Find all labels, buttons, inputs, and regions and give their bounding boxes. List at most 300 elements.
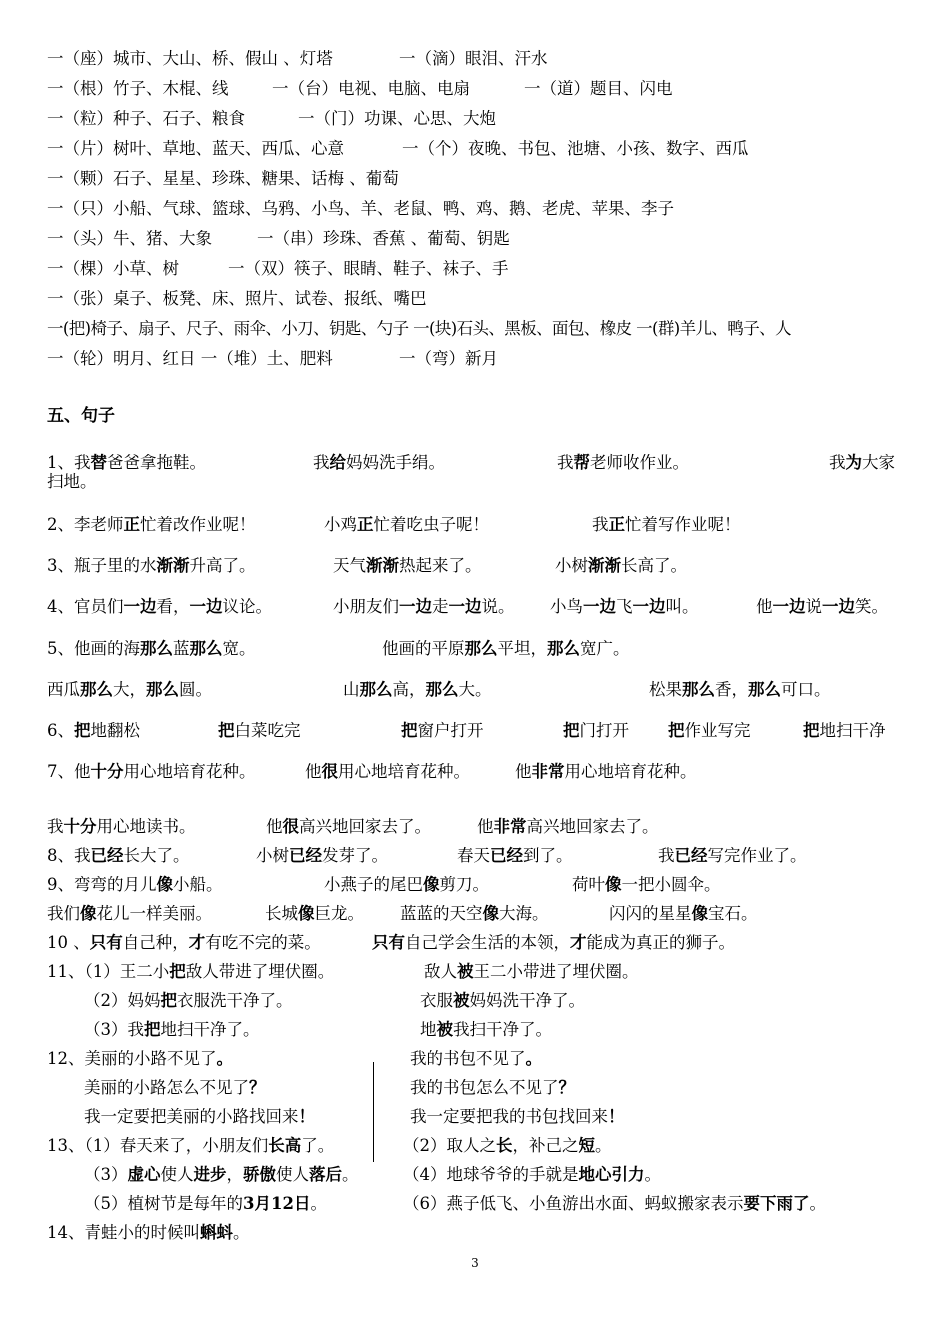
- text-run: 一(把)椅子、扇子、尺子、雨伞、小刀、钥匙、勺子 一(块)石头、黑板、面包、橡皮 一(群)羊儿、鸭子、人: [47, 319, 791, 338]
- text-segment: [228, 258, 509, 280]
- text-run: 闪闪的星星: [609, 904, 692, 923]
- text-run: （2）妈妈: [84, 991, 161, 1010]
- text-run: 老师收作业。: [590, 453, 689, 472]
- text-run: 宽。: [222, 639, 256, 658]
- text-run: 我: [658, 846, 675, 865]
- text-run: 6、: [47, 721, 74, 740]
- text-segment: [382, 638, 630, 660]
- emphasized-word: 蝌蚪: [200, 1223, 233, 1242]
- text-segment: [266, 816, 431, 838]
- text-run: 圆。: [179, 680, 212, 699]
- text-segment: [410, 1106, 625, 1128]
- text-segment: [333, 596, 515, 618]
- text-run: 高，: [392, 680, 426, 699]
- text-segment: [333, 555, 482, 577]
- text-segment: [401, 720, 484, 742]
- text-run: 叫。: [665, 597, 699, 616]
- text-run: 。: [644, 1165, 661, 1184]
- text-run: 一（门）功课、心思、大炮: [298, 109, 496, 128]
- emphasized-word: 帮: [573, 453, 590, 472]
- emphasized-word: 把: [74, 721, 91, 740]
- text-run: 走: [432, 597, 449, 616]
- emphasized-word: 像: [80, 904, 97, 923]
- emphasized-word: 那么: [189, 639, 223, 658]
- text-run: 门打开: [579, 721, 629, 740]
- text-segment: [47, 555, 256, 577]
- text-run: 说。: [481, 597, 515, 616]
- text-segment: [84, 1164, 359, 1186]
- emphasized-word: 才: [188, 933, 206, 952]
- text-run: 我: [313, 453, 330, 472]
- text-run: 14、青蛙小的时候叫: [47, 1223, 200, 1242]
- emphasized-word: 落后: [309, 1165, 342, 1184]
- text-run: 他: [515, 762, 532, 781]
- emphasized-word: 像: [298, 904, 315, 923]
- text-segment: [324, 874, 489, 896]
- text-run: 他: [477, 817, 494, 836]
- emphasized-word: 那么: [140, 639, 173, 658]
- text-run: 窗户打开: [417, 721, 484, 740]
- emphasized-word: 那么: [464, 639, 498, 658]
- emphasized-word: 把: [144, 1020, 161, 1039]
- text-run: 使人: [160, 1165, 194, 1184]
- text-run: ，补己之: [512, 1136, 579, 1155]
- text-run: 写完作业了。: [707, 846, 807, 865]
- text-segment: [47, 761, 256, 783]
- text-segment: [47, 288, 427, 310]
- text-run: 一（个）夜晚、书包、池塘、小孩、数字、西瓜: [402, 139, 749, 158]
- text-run: 我的书包怎么不见了: [410, 1078, 559, 1097]
- emphasized-word: 正: [123, 515, 140, 534]
- emphasized-word: 把: [563, 721, 580, 740]
- text-run: 大，: [113, 680, 146, 699]
- text-segment: [803, 720, 886, 742]
- text-segment: [424, 961, 639, 983]
- text-run: 一（头）牛、猪、大象: [47, 229, 212, 248]
- emphasized-word: 一边: [583, 597, 616, 616]
- text-run: 一（根）竹子、木棍、线: [47, 79, 229, 98]
- emphasized-word: 像: [482, 904, 499, 923]
- text-run: 用心地培育花种。: [564, 762, 697, 781]
- text-segment: [265, 903, 364, 925]
- emphasized-word: 被: [457, 962, 474, 981]
- text-run: 白菜吃完: [234, 721, 301, 740]
- emphasized-word: 一边: [399, 597, 432, 616]
- emphasized-word: 十分: [90, 762, 124, 781]
- text-run: 宽广。: [580, 639, 630, 658]
- text-segment: [563, 720, 629, 742]
- text-run: 我一定要把我的书包找回来: [410, 1107, 608, 1126]
- text-segment: [47, 679, 212, 701]
- text-run: 爸爸拿拖鞋。: [107, 453, 206, 472]
- text-segment: [420, 1019, 552, 1041]
- text-run: 我: [557, 453, 574, 472]
- text-run: 用心地培育花种。: [338, 762, 470, 781]
- text-segment: [257, 228, 510, 250]
- text-segment: [47, 78, 229, 100]
- emphasized-word: 正: [608, 515, 625, 534]
- emphasized-word: 很: [282, 817, 299, 836]
- text-run: 我们: [47, 904, 80, 923]
- text-run: 。: [342, 1165, 359, 1184]
- text-segment: [272, 78, 470, 100]
- text-segment: [515, 761, 697, 783]
- text-segment: [84, 990, 293, 1012]
- emphasized-word: 才: [570, 933, 587, 952]
- text-run: 9、弯弯的月儿: [47, 875, 157, 894]
- emphasized-word: 短: [578, 1136, 595, 1155]
- text-run: 小树: [555, 556, 588, 575]
- text-segment: [420, 990, 585, 1012]
- emphasized-word: 要下雨了: [743, 1194, 810, 1213]
- text-run: 他: [756, 597, 773, 616]
- text-run: 一（道）题目、闪电: [524, 79, 673, 98]
- text-run: 一（只）小船、气球、篮球、乌鸦、小鸟、羊、老鼠、鸭、鸡、鹅、老虎、苹果、李子: [47, 199, 674, 218]
- text-segment: [47, 198, 674, 220]
- emphasized-word: 那么: [359, 680, 393, 699]
- text-segment: [47, 1048, 233, 1070]
- text-segment: [47, 168, 399, 190]
- text-run: 小朋友们: [333, 597, 399, 616]
- text-run: 一（台）电视、电脑、电扇: [272, 79, 470, 98]
- text-run: 热起来了。: [399, 556, 482, 575]
- text-segment: [84, 1193, 327, 1215]
- text-segment: [343, 679, 492, 701]
- emphasized-word: 非常: [493, 817, 527, 836]
- emphasized-word: 那么: [748, 680, 781, 699]
- text-run: 衣服洗干净了。: [177, 991, 293, 1010]
- text-run: 有吃不完的菜。: [205, 933, 321, 952]
- text-segment: [403, 1135, 612, 1157]
- text-segment: [649, 679, 831, 701]
- emphasized-word: 3月12日: [243, 1194, 311, 1213]
- emphasized-word: ？: [249, 1078, 266, 1097]
- text-run: 长高了。: [621, 556, 687, 575]
- text-run: 我: [47, 817, 64, 836]
- text-run: 松果: [649, 680, 682, 699]
- text-segment: [47, 903, 212, 925]
- text-run: 我: [592, 515, 609, 534]
- text-run: 自己种，: [122, 933, 189, 952]
- text-run: 小船。: [173, 875, 223, 894]
- text-segment: [47, 318, 791, 340]
- text-run: 他: [266, 817, 283, 836]
- text-segment: [550, 596, 699, 618]
- emphasized-word: 渐渐: [366, 556, 399, 575]
- text-run: 4、官员们: [47, 597, 124, 616]
- emphasized-word: 。: [216, 1049, 233, 1068]
- text-run: 一（棵）小草、树: [47, 259, 179, 278]
- text-run: 8、我: [47, 846, 91, 865]
- text-segment: [668, 720, 751, 742]
- text-segment: [557, 452, 689, 474]
- emphasized-word: 为: [845, 453, 862, 472]
- text-segment: [47, 258, 179, 280]
- text-run: 一（轮）明月、红日 一（堆）土、肥料: [47, 349, 333, 368]
- text-run: 1、我: [47, 453, 91, 472]
- text-segment: [47, 638, 256, 660]
- emphasized-word: 地心引力: [578, 1165, 645, 1184]
- emphasized-word: 那么: [80, 680, 113, 699]
- text-run: 妈妈洗手绢。: [346, 453, 445, 472]
- text-run: 他画的平原: [382, 639, 465, 658]
- text-run: 剪刀。: [439, 875, 489, 894]
- text-run: （6）燕子低飞、小鱼游出水面、蚂蚁搬家表示: [403, 1194, 744, 1213]
- section-title: 五、句子: [47, 406, 115, 426]
- text-run: 忙着吃虫子呢！: [373, 515, 489, 534]
- text-run: 蓝蓝的天空: [400, 904, 483, 923]
- text-run: 巨龙。: [314, 904, 364, 923]
- text-run: 蓝: [173, 639, 190, 658]
- text-run: 地: [420, 1020, 437, 1039]
- text-run: 可口。: [781, 680, 831, 699]
- text-segment: [84, 1019, 260, 1041]
- text-run: 地翻松: [90, 721, 140, 740]
- text-segment: [47, 961, 334, 983]
- text-run: （5）植树节是每年的: [84, 1194, 243, 1213]
- text-segment: [658, 845, 807, 867]
- text-run: 看，: [156, 597, 190, 616]
- text-run: 我一定要把美丽的小路找回来: [84, 1107, 299, 1126]
- text-run: 飞: [616, 597, 633, 616]
- text-run: （2）取人之: [403, 1136, 496, 1155]
- text-run: 我: [829, 453, 846, 472]
- emphasized-word: 长: [496, 1136, 513, 1155]
- text-segment: [47, 348, 333, 370]
- text-run: 。: [809, 1194, 826, 1213]
- emphasized-word: 那么: [425, 680, 459, 699]
- text-run: 一（粒）种子、石子、粮食: [47, 109, 245, 128]
- text-run: 发芽了。: [322, 846, 388, 865]
- text-run: 一（弯）新月: [399, 349, 498, 368]
- text-run: 10 、: [47, 933, 90, 952]
- text-segment: [829, 452, 895, 474]
- text-run: 美丽的小路怎么不见了: [84, 1078, 249, 1097]
- text-run: 一（座）城市、大山、桥、假山 、灯塔: [47, 49, 333, 68]
- emphasized-word: 十分: [63, 817, 97, 836]
- emphasized-word: ！: [298, 1107, 315, 1126]
- text-run: 敌人带进了埋伏圈。: [185, 962, 335, 981]
- text-segment: [47, 48, 333, 70]
- emphasized-word: 像: [423, 875, 440, 894]
- emphasized-word: 一边: [772, 597, 806, 616]
- text-segment: [47, 596, 272, 618]
- text-run: （3）: [84, 1165, 128, 1184]
- text-segment: [47, 932, 321, 954]
- text-segment: [592, 514, 741, 536]
- column-divider: [373, 1062, 374, 1162]
- text-run: 天气: [333, 556, 366, 575]
- text-run: 笑。: [855, 597, 888, 616]
- text-segment: [572, 874, 721, 896]
- text-run: 我的书包不见了: [410, 1049, 526, 1068]
- text-run: 了。: [301, 1136, 335, 1155]
- text-run: 。: [310, 1194, 327, 1213]
- text-run: 5、他画的海: [47, 639, 140, 658]
- emphasized-word: 把: [803, 721, 820, 740]
- emphasized-word: 一边: [822, 597, 855, 616]
- text-segment: [47, 514, 256, 536]
- text-segment: [47, 138, 344, 160]
- text-run: （4）地球爷爷的手就是: [403, 1165, 579, 1184]
- text-run: 使人: [276, 1165, 309, 1184]
- emphasized-word: 把: [668, 721, 685, 740]
- emphasized-word: 一边: [448, 597, 482, 616]
- text-segment: [218, 720, 301, 742]
- emphasized-word: 已经: [490, 846, 523, 865]
- text-segment: [399, 348, 498, 370]
- text-run: 荷叶: [572, 875, 605, 894]
- emphasized-word: 一边: [189, 597, 223, 616]
- text-segment: [47, 1135, 334, 1157]
- text-run: 大。: [458, 680, 492, 699]
- emphasized-word: 被: [436, 1020, 453, 1039]
- emphasized-word: 一边: [632, 597, 666, 616]
- emphasized-word: 像: [691, 904, 708, 923]
- text-segment: [609, 903, 758, 925]
- text-run: 高兴地回家去了。: [526, 817, 659, 836]
- text-run: 小树: [256, 846, 289, 865]
- text-segment: [47, 228, 212, 250]
- text-run: 7、他: [47, 762, 91, 781]
- text-run: 忙着写作业呢！: [625, 515, 741, 534]
- text-segment: [324, 514, 489, 536]
- text-run: 他: [305, 762, 322, 781]
- text-run: 一（双）筷子、眼睛、鞋子、袜子、手: [228, 259, 509, 278]
- emphasized-word: 那么: [146, 680, 179, 699]
- text-run: 衣服: [420, 991, 453, 1010]
- text-segment: [400, 903, 549, 925]
- text-run: 议论。: [222, 597, 272, 616]
- emphasized-word: 很: [321, 762, 338, 781]
- text-run: 一（张）桌子、板凳、床、照片、试卷、报纸、嘴巴: [47, 289, 427, 308]
- text-run: 地扫干净: [819, 721, 886, 740]
- text-run: 2、李老师: [47, 515, 124, 534]
- text-run: 山: [343, 680, 360, 699]
- text-run: 宝石。: [708, 904, 758, 923]
- emphasized-word: 已经: [674, 846, 708, 865]
- text-run: 小鸟: [550, 597, 583, 616]
- text-segment: [756, 596, 888, 618]
- text-run: 一（串）珍珠、香蕉 、葡萄、钥匙: [257, 229, 510, 248]
- text-run: 高兴地回家去了。: [299, 817, 431, 836]
- text-run: 。: [595, 1136, 612, 1155]
- text-run: 一（颗）石子、星星、珍珠、糖果、话梅 、葡萄: [47, 169, 399, 188]
- text-segment: [477, 816, 659, 838]
- text-run: 小鸡: [324, 515, 357, 534]
- text-segment: [410, 1048, 542, 1070]
- text-run: 13、（1）春天来了，小朋友们: [47, 1136, 269, 1155]
- emphasized-word: 一边: [123, 597, 157, 616]
- text-run: 地扫干净了。: [160, 1020, 260, 1039]
- text-run: 大海。: [499, 904, 549, 923]
- text-run: 春天: [457, 846, 490, 865]
- text-run: 用心地读书。: [96, 817, 196, 836]
- text-segment: [84, 1077, 266, 1099]
- text-segment: [298, 108, 496, 130]
- emphasized-word: 长高: [268, 1136, 302, 1155]
- text-run: 小燕子的尾巴: [324, 875, 423, 894]
- emphasized-word: 替: [90, 453, 107, 472]
- emphasized-word: 虚心: [127, 1165, 161, 1184]
- text-run: 11、（1）王二小: [47, 962, 170, 981]
- text-segment: [47, 816, 196, 838]
- text-run: 一（滴）眼泪、汗水: [399, 49, 548, 68]
- emphasized-word: 像: [605, 875, 622, 894]
- text-run: 忙着改作业呢！: [140, 515, 256, 534]
- text-segment: [372, 932, 735, 954]
- text-run: 到了。: [523, 846, 573, 865]
- text-run: 妈妈洗干净了。: [469, 991, 585, 1010]
- emphasized-word: 渐渐: [156, 556, 190, 575]
- text-run: 一把小圆伞。: [621, 875, 721, 894]
- emphasized-word: 像: [156, 875, 173, 894]
- emphasized-word: 那么: [682, 680, 715, 699]
- text-segment: [457, 845, 573, 867]
- text-run: 能成为真正的狮子。: [586, 933, 735, 952]
- emphasized-word: 给: [329, 453, 346, 472]
- text-run: ，: [226, 1165, 243, 1184]
- text-segment: [47, 1222, 250, 1244]
- emphasized-word: 把: [169, 962, 186, 981]
- text-run: 花儿一样美丽。: [96, 904, 212, 923]
- text-segment: [84, 1106, 315, 1128]
- text-run: 12、美丽的小路不见了: [47, 1049, 217, 1068]
- text-segment: [47, 471, 97, 493]
- text-run: 3、瓶子里的水: [47, 556, 157, 575]
- emphasized-word: 进步: [193, 1165, 227, 1184]
- emphasized-word: 非常: [531, 762, 565, 781]
- emphasized-word: ！: [608, 1107, 625, 1126]
- emphasized-word: 渐渐: [588, 556, 621, 575]
- emphasized-word: 只有: [89, 933, 123, 952]
- emphasized-word: 那么: [547, 639, 580, 658]
- text-run: 作业写完: [684, 721, 751, 740]
- text-run: 用心地培育花种。: [123, 762, 256, 781]
- text-segment: [47, 720, 140, 742]
- text-run: 一（片）树叶、草地、蓝天、西瓜、心意: [47, 139, 344, 158]
- text-segment: [403, 1164, 661, 1186]
- text-segment: [313, 452, 445, 474]
- text-segment: [256, 845, 388, 867]
- text-segment: [524, 78, 673, 100]
- text-run: 大家: [862, 453, 895, 472]
- text-run: 我扫干净了。: [453, 1020, 552, 1039]
- emphasized-word: 被: [453, 991, 470, 1010]
- text-run: （3）我: [84, 1020, 144, 1039]
- text-run: 平坦，: [497, 639, 547, 658]
- text-run: 长城: [265, 904, 298, 923]
- text-segment: [402, 138, 749, 160]
- emphasized-word: 把: [218, 721, 235, 740]
- text-segment: [410, 1077, 575, 1099]
- text-run: 。: [233, 1223, 250, 1242]
- emphasized-word: 已经: [90, 846, 124, 865]
- text-segment: [555, 555, 687, 577]
- emphasized-word: ？: [558, 1078, 575, 1097]
- text-segment: [47, 108, 245, 130]
- text-run: 长大了。: [123, 846, 190, 865]
- text-run: 说: [805, 597, 822, 616]
- emphasized-word: 正: [357, 515, 374, 534]
- text-run: 王二小带进了埋伏圈。: [473, 962, 639, 981]
- text-run: 敌人: [424, 962, 457, 981]
- text-segment: [305, 761, 470, 783]
- emphasized-word: 把: [401, 721, 418, 740]
- text-segment: [47, 845, 190, 867]
- text-run: 自己学会生活的本领，: [405, 933, 570, 952]
- text-run: 扫地。: [47, 472, 97, 491]
